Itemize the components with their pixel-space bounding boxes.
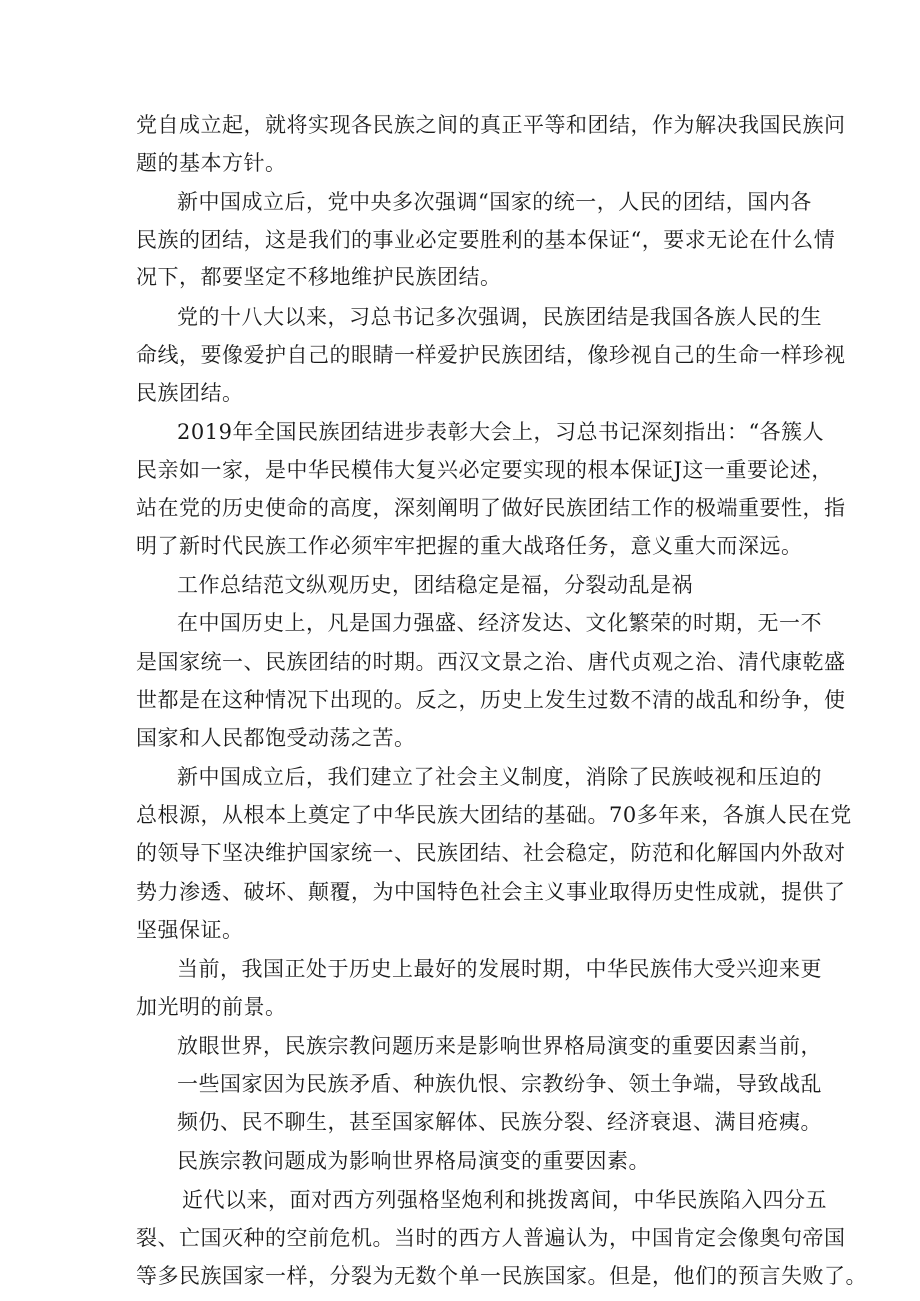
text-line: 一些国家因为民族矛盾、种族仇恨、宗教纷争、领土争端，导致战乱	[177, 1072, 822, 1096]
text-line: 民族的团结，这是我们的事业必定要胜利的基本保证“，要求无论在什么情	[136, 228, 836, 252]
text-line: 世都是在这种情况下出现的。反之，历史上发生过数不清的战乱和纷争，使	[136, 688, 846, 712]
text-line: 放眼世界，民族宗教问题历来是影响世界格局演变的重要因素当前，	[177, 1034, 822, 1058]
text-line: 近代以来，面对西方列强格坚炮利和挑拨离间，中华民族陷入四分五	[182, 1188, 827, 1212]
text-line: 总根源，从根本上奠定了中华民族大团结的基础。70多年来，各旗人民在党	[136, 803, 852, 827]
text-line: 题的基本方针。	[136, 151, 287, 175]
text-line: 命线，要像爱护自己的眼睛一样爱护民族团结，像珍视自己的生命一样珍视	[136, 343, 846, 367]
text-line: 是国家统一、民族团结的时期。西汉文景之治、唐代贞观之治、清代康乾盛	[136, 650, 846, 674]
text-line: 站在党的历史使命的高度，深刻阐明了做好民族团结工作的极端重要性，指	[136, 496, 846, 520]
text-line: 加光明的前景。	[136, 995, 287, 1019]
text-line: 党的十八大以来，习总书记多次强调，民族团结是我国各族人民的生	[177, 305, 822, 329]
text-line: 的领导下坚决维护国家统一、民族团结、社会稳定，防范和化解国内外敌对	[136, 841, 846, 865]
text-line: 新中国成立后，我们建立了社会主义制度，消除了民族岐视和压迫的	[177, 765, 822, 789]
text-line: 坚强保证。	[136, 918, 244, 942]
text-line: 裂、亡国灭种的空前危机。当时的西方人普遍认为，中国肯定会像奥句帝国	[136, 1226, 846, 1250]
text-line: 民族宗教问题成为影响世界格局演变的重要因素。	[177, 1149, 650, 1173]
text-line: 频仍、民不聊生，甚至国家解体、民族分裂、经济衰退、满目疮痍。	[177, 1110, 822, 1134]
text-line: 新中国成立后，党中央多次强调“国家的统一，人民的团结，国内各	[177, 190, 812, 214]
text-line: 党自成立起，就将实现各民族之间的真正平等和团结，作为解决我国民族问	[136, 113, 846, 137]
text-line: 明了新时代民族工作必须牢牢把握的重大战珞任务，意义重大而深远。	[136, 534, 803, 558]
text-line: 当前，我国正处于历史上最好的发展时期，中华民族伟大受兴迎来更	[177, 957, 822, 981]
text-line: 况下，都要坚定不移地维护民族团结。	[136, 265, 502, 289]
text-line: 民亲如一家，是中华民模伟大复兴必定要实现的根本保证J这一重要论述，	[136, 458, 833, 482]
text-line: 国家和人民都饱受动荡之苦。	[136, 726, 416, 750]
text-line: 在中国历史上，凡是国力强盛、经济发达、文化繁荣的时期，无一不	[177, 611, 822, 635]
text-line: 民族团结。	[136, 381, 244, 405]
text-line: 等多民族国家一样，分裂为无数个单一民族国家。但是，他们的预言失败了。	[136, 1264, 867, 1288]
text-line: 2019年全国民族团结进步表彰大会上，习总书记深刻指出：“各簇人	[177, 420, 825, 444]
text-line: 势力渗透、破坏、颠覆，为中国特色社会主义事业取得历史性成就，提供了	[136, 880, 846, 904]
text-line: 工作总结范文纵观历史，团结稳定是福，分裂动乱是祸	[177, 573, 693, 597]
